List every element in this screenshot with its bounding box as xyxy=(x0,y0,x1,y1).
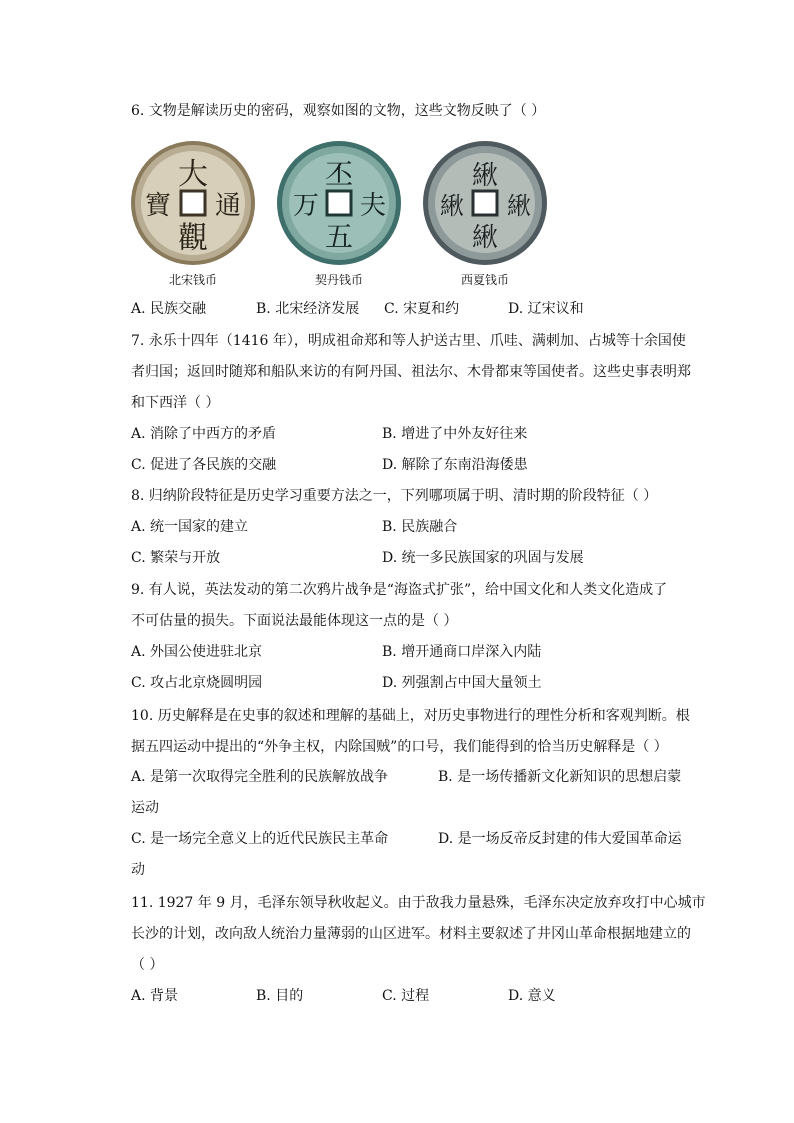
coin2-char-left: 万 xyxy=(292,191,320,221)
q6-option-d[interactable]: D. 辽宋议和 xyxy=(508,301,584,317)
coin3-char-bottom: 䋺 xyxy=(471,223,499,253)
q6-option-c[interactable]: C. 宋夏和约 xyxy=(384,301,460,317)
q11-option-d[interactable]: D. 意义 xyxy=(508,988,556,1004)
coin-western-xia xyxy=(420,138,550,287)
q10-stem-line: 10. 历史解释是在史事的叙述和理解的基础上，对历史事物进行的理性分析和客观判断。根 xyxy=(131,708,690,724)
q8-option-a[interactable]: A. 统一国家的建立 xyxy=(131,519,249,535)
coin-northern-song xyxy=(128,138,258,287)
q10-option-c[interactable]: C. 是一场完全意义上的近代民族民主革命 xyxy=(131,831,389,847)
coin1-char-bottom: 觀 xyxy=(178,221,208,256)
q7-stem-line: 者归国；返回时随郑和船队来访的有阿丹国、祖法尔、木骨都束等国使者。这些史事表明郑 xyxy=(131,364,691,380)
q9-option-a[interactable]: A. 外国公使进驻北京 xyxy=(131,644,263,660)
q11-stem-line: （ ） xyxy=(131,957,164,973)
q10-option-d-continued: 动 xyxy=(131,862,145,878)
q9-option-b[interactable]: B. 增开通商口岸深入内陆 xyxy=(382,644,542,660)
coin-western-xia-image xyxy=(420,138,550,268)
q6-coin-figure xyxy=(128,138,558,298)
coin2-char-right: 夫 xyxy=(359,191,387,221)
q6-option-b[interactable]: B. 北宋经济发展 xyxy=(256,301,360,317)
coin1-char-left: 寶 xyxy=(144,191,172,221)
q6-option-a[interactable]: A. 民族交融 xyxy=(131,301,207,317)
coin2-char-bottom: 五 xyxy=(324,220,354,253)
q8-stem-line: 8. 归纳阶段特征是历史学习重要方法之一，下列哪项属于明、清时期的阶段特征（ ） xyxy=(131,488,658,504)
q7-stem-line: 7. 永乐十四年（1416 年），明成祖命郑和等人护送古里、爪哇、满刺加、占城等十余国使 xyxy=(131,333,686,349)
q7-option-d[interactable]: D. 解除了东南沿海倭患 xyxy=(382,457,528,473)
coin-caption: 北宋钱币 xyxy=(168,273,217,287)
coin3-char-left: 䋺 xyxy=(440,192,464,220)
q8-option-b[interactable]: B. 民族融合 xyxy=(382,519,458,535)
q7-option-b[interactable]: B. 增进了中外友好往来 xyxy=(382,426,528,442)
coin-khitan-image xyxy=(274,138,404,268)
q6-stem: 6. 文物是解读历史的密码，观察如图的文物，这些文物反映了（ ） xyxy=(131,103,546,119)
q11-stem-line: 长沙的计划，改向敌人统治力量薄弱的山区进军。材料主要叙述了井冈山革命根据地建立的 xyxy=(131,926,691,942)
coin1-char-top: 大 xyxy=(178,157,208,192)
q10-option-b[interactable]: B. 是一场传播新文化新知识的思想启蒙 xyxy=(438,769,682,785)
coin-khitan xyxy=(274,138,404,287)
coin-caption: 西夏钱币 xyxy=(460,273,509,287)
q11-option-a[interactable]: A. 背景 xyxy=(131,988,179,1004)
coin2-char-top: 丕 xyxy=(324,158,354,191)
q8-option-c[interactable]: C. 繁荣与开放 xyxy=(131,550,221,566)
q10-stem-line: 据五四运动中提出的“外争主权，内除国贼”的口号，我们能得到的恰当历史解释是（ ） xyxy=(131,739,668,755)
q7-option-c[interactable]: C. 促进了各民族的交融 xyxy=(131,457,277,473)
q11-option-b[interactable]: B. 目的 xyxy=(256,988,304,1004)
q7-stem-line: 和下西洋（ ） xyxy=(131,395,220,411)
q10-option-d[interactable]: D. 是一场反帝反封建的伟大爱国革命运 xyxy=(438,831,682,847)
q9-stem-line: 9. 有人说，英法发动的第二次鸦片战争是“海盗式扩张”，给中国文化和人类文化造成了 xyxy=(131,582,668,598)
q10-option-a[interactable]: A. 是第一次取得完全胜利的民族解放战争 xyxy=(131,769,389,785)
coin3-char-top: 䋺 xyxy=(471,161,499,191)
q7-option-a[interactable]: A. 消除了中西方的矛盾 xyxy=(131,426,277,442)
q8-option-d[interactable]: D. 统一多民族国家的巩固与发展 xyxy=(382,550,584,566)
q10-option-b-continued: 运动 xyxy=(131,800,159,816)
coin-caption: 契丹钱币 xyxy=(314,273,363,287)
q9-stem-line: 不可估量的损失。下面说法最能体现这一点的是（ ） xyxy=(131,613,458,629)
coin3-char-right: 䋺 xyxy=(507,192,531,220)
q11-option-c[interactable]: C. 过程 xyxy=(382,988,430,1004)
q9-option-d[interactable]: D. 列强割占中国大量领土 xyxy=(382,675,542,691)
coin1-char-right: 通 xyxy=(214,191,242,221)
coin-northern-song-image xyxy=(128,138,258,268)
q9-option-c[interactable]: C. 攻占北京烧圆明园 xyxy=(131,675,263,691)
q11-stem-line: 11. 1927 年 9 月，毛泽东领导秋收起义。由于敌我力量悬殊，毛泽东决定放弃攻打中心城市 xyxy=(131,895,706,911)
